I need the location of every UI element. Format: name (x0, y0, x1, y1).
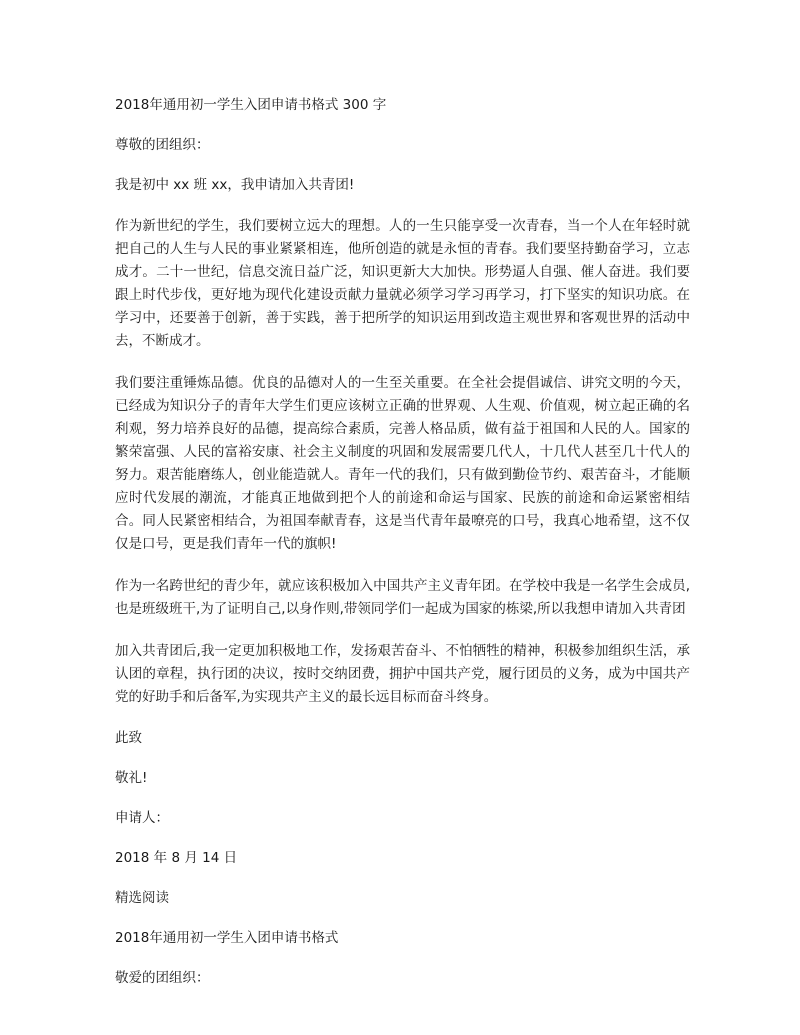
body-paragraph-4: 加入共青团后,我一定更加积极地工作，发扬艰苦奋斗、不怕牺牲的精神，积极参加组织生活，承认团的章程，执行团的决议，按时交纳团费，拥护中国共产党，履行团员的义务，成为中国共产党的好助手和后备军,为实现共产主义的最长远目标而奋斗终身。 (115, 643, 690, 705)
date-line: 2018 年 8 月 14 日 (115, 850, 238, 866)
salutation: 尊敬的团组织： (115, 137, 210, 153)
related-title: 2018年通用初一学生入团申请书格式 (115, 930, 339, 946)
body-paragraph-1: 作为新世纪的学生，我们要树立远大的理想。人的一生只能享受一次青春，当一个人在年轻时就把自己的人生与人民的事业紧紧相连，他所创造的就是永恒的青春。我们要坚持勤奋学习，立志成才。二十一世纪，信息交流日益广泛，知识更新大大加快。形势逼人自强、催人奋进。我们要跟上时代步伐，更好地为现代化建设贡献力量就必须学习学习再学习，打下坚实的知识功底。在学习中，还要善于创新，善于实践，善于把所学的知识运用到改造主观世界和客观世界的活动中去，不断成才。 (115, 218, 690, 349)
closing-cizhi: 此致 (115, 730, 142, 746)
applicant-label: 申请人： (115, 810, 169, 826)
related-heading: 精选阅读 (115, 890, 169, 906)
related-salutation: 敬爱的团组织： (115, 970, 210, 986)
document-title: 2018年通用初一学生入团申请书格式 300 字 (115, 97, 387, 113)
intro-line: 我是初中 xx 班 xx，我申请加入共青团! (115, 177, 355, 193)
closing-jingli: 敬礼! (115, 770, 148, 786)
body-paragraph-2: 我们要注重锤炼品德。优良的品德对人的一生至关重要。在全社会提倡诚信、讲究文明的今天，已经成为知识分子的青年大学生们更应该树立正确的世界观、人生观、价值观，树立起正确的名利观，努力培养良好的品德，提高综合素质，完善人格品质，做有益于祖国和人民的人。国家的繁荣富强、人民的富裕安康、社会主义制度的巩固和发展需要几代人，十几代人甚至几十代人的努力。艰苦能磨练人，创业能造就人。青年一代的我们，只有做到勤俭节约、艰苦奋斗，才能顺应时代发展的潮流，才能真正地做到把个人的前途和命运与国家、民族的前途和命运紧密相结合。同人民紧密相结合，为祖国奉献青春，这是当代青年最嘹亮的口号，我真心地希望，这不仅仅是口号，更是我们青年一代的旗帜! (115, 375, 690, 552)
body-paragraph-3: 作为一名跨世纪的青少年，就应该积极加入中国共产主义青年团。在学校中我是一名学生会成员,也是班级班干,为了证明自己,以身作则,带领同学们一起成为国家的栋梁,所以我想申请加入共青团 (115, 578, 690, 617)
document-page (115, 95, 690, 989)
